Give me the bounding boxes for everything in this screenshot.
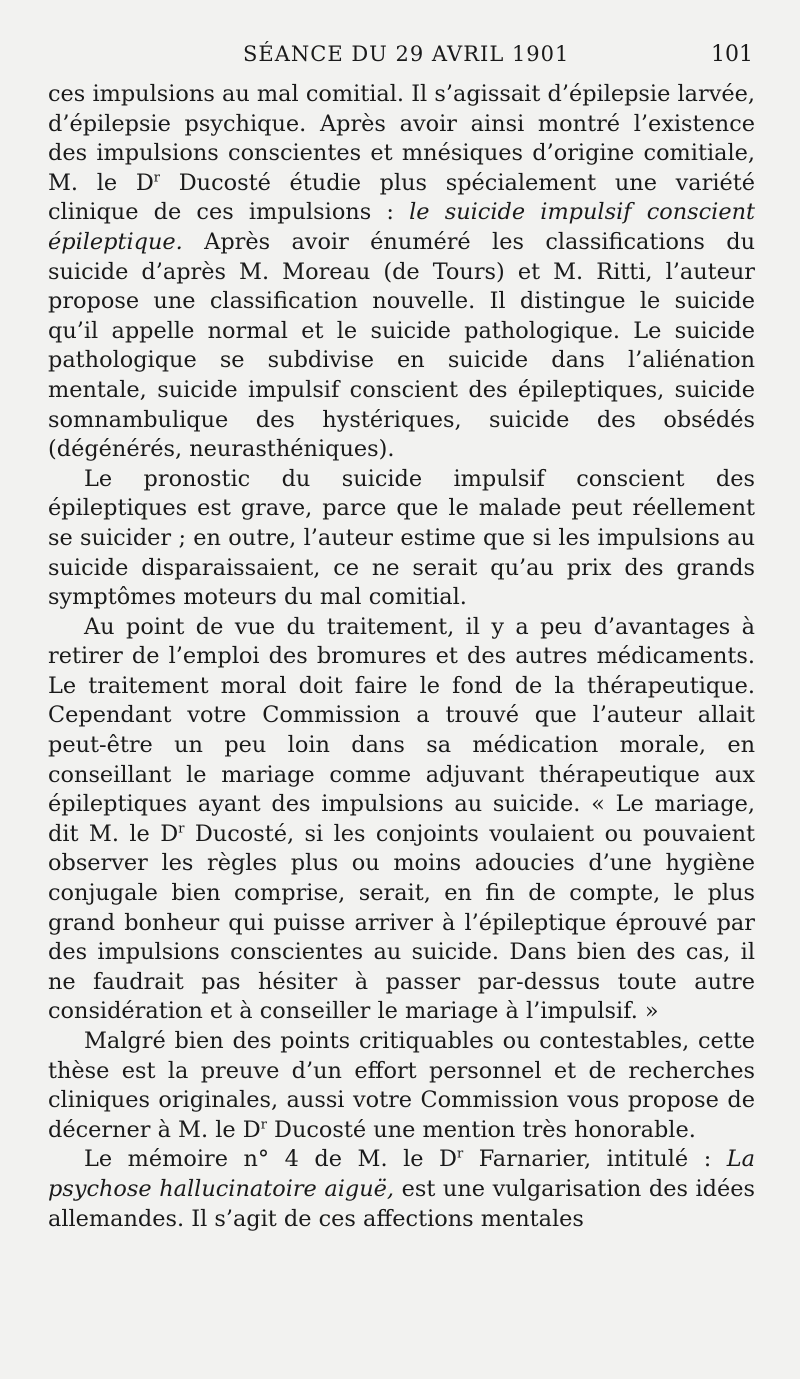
page-header xyxy=(48,40,755,76)
paragraph xyxy=(48,80,755,465)
paragraph xyxy=(48,613,755,1027)
body-text xyxy=(48,80,755,1234)
text-segment: Au point de vue du traitement, il y a peu d’avantages à retirer de l’emploi des bromures et des autres médicaments. Le traitement moral doit faire le fond de la thérapeutique. Cependant votre Commission a trouvé que l’auteur allait peut-être un peu loin dans sa médication morale, en conseillant le mariage comme adjuvant thérapeutique aux épileptiques ayant des impulsions au suicide. « Le mariage, dit M. le D xyxy=(48,613,755,847)
text-segment: ces impulsions au mal comitial. Il s’agissait d’épilepsie larvée, d’épilepsie psychique. Après avoir ainsi montré l’existence des impulsions conscientes et mnésiques d’origine comitiale, M. le D xyxy=(48,81,755,196)
superscript: r xyxy=(457,1146,464,1162)
paragraph xyxy=(48,1145,755,1234)
text-segment: Malgré bien des points critiquables ou contestables, cette thèse est la preuve d’un effort personnel et de recherches cliniques originales, aussi votre Commission vous propose de décerner à M. le D xyxy=(48,1028,755,1143)
text-segment: Le pronostic du suicide impulsif conscient des épileptiques est grave, parce que le malade peut réellement se suicider ; en outre, l’auteur estime que si les impulsions au suicide disparaissaient, ce ne serait qu’au prix des grands symptômes moteurs du mal comitial. xyxy=(48,465,755,611)
text-segment: Ducosté une mention très honorable. xyxy=(266,1116,696,1143)
paragraph xyxy=(48,465,755,613)
italic-text: La psychose hallucinatoire aiguë, xyxy=(48,1146,755,1202)
text-segment: Le mémoire n° 4 de M. le D xyxy=(84,1146,457,1173)
superscript: r xyxy=(153,170,161,186)
text-segment: Farnarier, intitulé : xyxy=(463,1146,727,1173)
superscript: r xyxy=(178,821,185,837)
text-segment: Ducosté étudie plus spécialement une variété clinique de ces impulsions : xyxy=(48,169,755,226)
running-head: SÉANCE DU 29 AVRIL 1901 xyxy=(243,42,570,66)
superscript: r xyxy=(260,1117,267,1133)
text-segment: est une vulgarisation des idées allemandes. Il s’agit de ces affections mentales xyxy=(48,1175,755,1232)
paragraph xyxy=(48,1027,755,1145)
italic-text: le suicide impulsif conscient épileptique. xyxy=(48,199,756,255)
text-segment: Après avoir énuméré les classifications du suicide d’après M. Moreau (de Tours) et M. Ritti, l’auteur propose une classification nouvelle. Il distingue le suicide qu’il appelle normal et le suicide pathologique. Le suicide pathologique se subdivise en suicide dans l’aliénation mentale, suicide impulsif conscient des épileptiques, suicide somnambulique des hystériques, suicide des obsédés (dégénérés, neurasthéniques). xyxy=(48,228,755,463)
page-number: 101 xyxy=(711,42,753,67)
text-segment: Ducosté, si les conjoints voulaient ou pouvaient observer les règles plus ou moins adoucies d’une hygiène conjugale bien comprise, serait, en fin de compte, le plus grand bonheur qui puisse arriver à l’épileptique éprouvé par des impulsions conscientes au suicide. Dans bien des cas, il ne faudrait pas hésiter à passer par-dessus toute autre considération et à conseiller le mariage à l’impulsif. » xyxy=(48,820,755,1025)
